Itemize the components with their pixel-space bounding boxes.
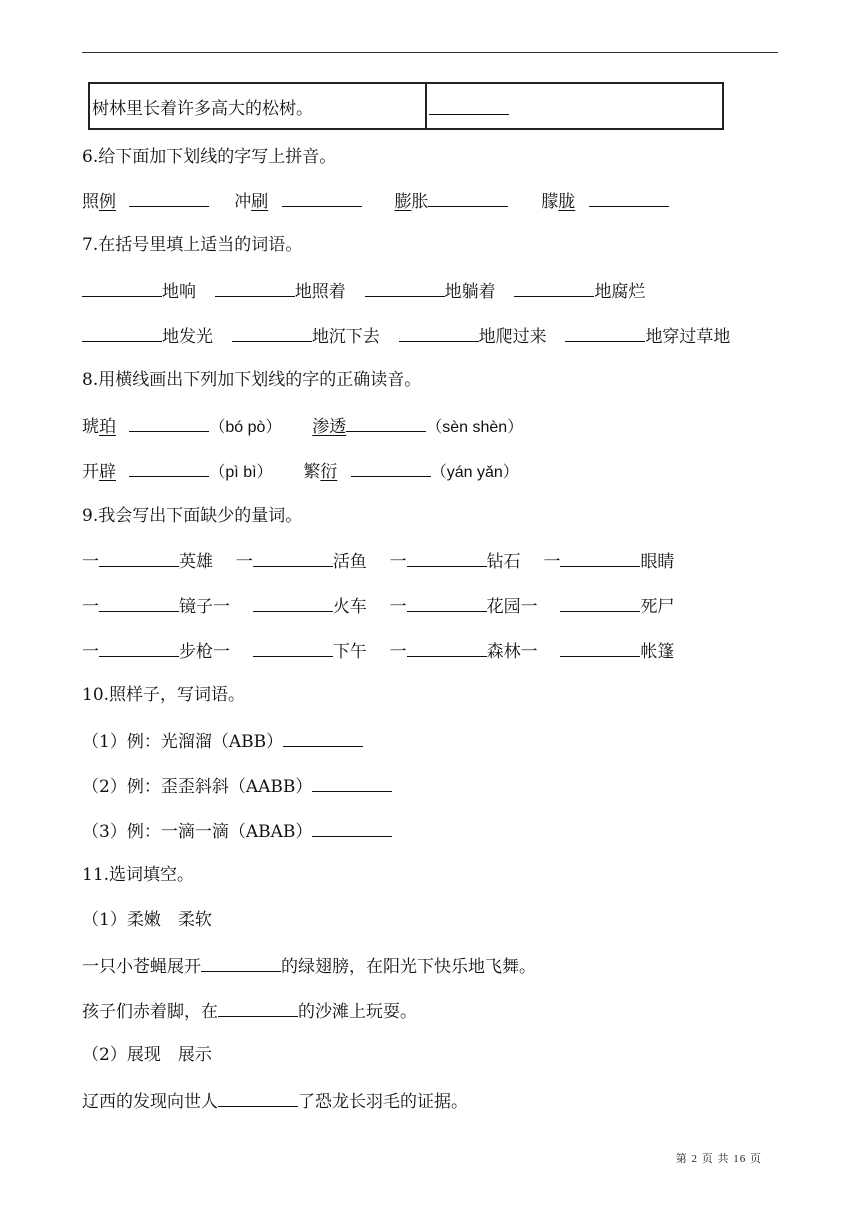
blank[interactable] [399, 324, 479, 342]
blank[interactable] [282, 189, 362, 207]
q9-word: 森林一 [486, 642, 538, 662]
q8-options: （pì bì） [209, 464, 273, 481]
blank[interactable] [201, 954, 281, 972]
q11-sentence-2 [82, 999, 417, 1023]
table-sentence: 树林里长着许多高大的松树。 [92, 98, 313, 119]
q8-item-4: 繁衍 [303, 462, 338, 482]
q9-prefix: 一 [235, 552, 253, 572]
answer-table [88, 82, 724, 130]
q8-row-1 [82, 414, 523, 439]
sentence-text: 一只小苍蝇展开 [82, 957, 201, 977]
q6-title: 6.给下面加下划线的字写上拼音。 [82, 147, 337, 167]
q6-items [82, 189, 669, 213]
q8-item-3: 开辟 [82, 462, 116, 482]
sentence-text: 的沙滩上玩耍。 [298, 1002, 417, 1022]
blank[interactable] [407, 639, 487, 657]
answer-blank [429, 114, 509, 115]
blank[interactable] [407, 549, 487, 567]
q9-word: 花园一 [486, 597, 538, 617]
q8-options: （bó pò） [209, 419, 282, 436]
blank[interactable] [312, 774, 392, 792]
q9-word: 火车 [332, 597, 367, 617]
q6-item-3: 膨胀 [394, 192, 429, 212]
q9-prefix: 一 [82, 552, 99, 572]
blank[interactable] [565, 324, 645, 342]
blank[interactable] [99, 594, 179, 612]
q9-word: 活鱼 [332, 552, 367, 572]
q7-word: 地腐烂 [594, 282, 646, 302]
q10-example: （1）例：光溜溜（ABB） [82, 732, 284, 752]
blank[interactable] [215, 279, 295, 297]
q9-prefix: 一 [389, 642, 407, 662]
q9-word: 眼睛 [640, 552, 675, 572]
q9-prefix: 一 [389, 597, 407, 617]
blank[interactable] [232, 324, 312, 342]
q11-group-1: （1）柔嫩 柔软 [82, 910, 212, 930]
blank[interactable] [365, 279, 445, 297]
blank[interactable] [351, 459, 431, 477]
q7-row-1 [82, 279, 645, 303]
blank[interactable] [82, 279, 162, 297]
q11-sentence-3 [82, 1089, 468, 1113]
blank[interactable] [346, 414, 426, 432]
q9-prefix: 一 [82, 597, 99, 617]
q9-word: 步枪一 [179, 642, 230, 662]
blank[interactable] [218, 999, 298, 1017]
q9-prefix: 一 [543, 552, 561, 572]
q9-word: 下午 [332, 642, 367, 662]
q9-word: 死尸 [640, 597, 675, 617]
q10-item-1 [82, 729, 363, 753]
q6-item-1: 照例 [82, 192, 116, 212]
q6-item-4: 朦胧 [541, 192, 576, 212]
q11-sentence-1 [82, 954, 536, 978]
blank[interactable] [560, 639, 640, 657]
sentence-text: 了恐龙长羽毛的证据。 [298, 1092, 468, 1112]
blank[interactable] [253, 594, 333, 612]
q9-row-2 [82, 594, 674, 618]
q8-item-1: 琥珀 [82, 417, 116, 437]
blank[interactable] [253, 639, 333, 657]
blank[interactable] [407, 594, 487, 612]
q7-row-2 [82, 324, 730, 348]
q9-row-3 [82, 639, 674, 663]
blank[interactable] [253, 549, 333, 567]
blank[interactable] [312, 819, 392, 837]
q7-word: 地发光 [162, 327, 213, 347]
q9-word: 帐篷 [640, 642, 675, 662]
blank[interactable] [589, 189, 669, 207]
q9-title: 9.我会写出下面缺少的量词。 [82, 506, 303, 526]
q9-word: 钻石 [486, 552, 521, 572]
q10-example: （3）例：一滴一滴（ABAB） [82, 822, 313, 842]
q7-word: 地穿过草地 [645, 327, 731, 347]
q6-item-2: 冲刷 [234, 192, 269, 212]
q7-word: 地沉下去 [311, 327, 380, 347]
q9-word: 镜子一 [179, 597, 230, 617]
q7-word: 地躺着 [444, 282, 496, 302]
q10-title: 10.照样子，写词语。 [82, 685, 246, 705]
header-rule [82, 52, 778, 53]
blank[interactable] [129, 459, 209, 477]
q7-word: 地响 [162, 282, 196, 302]
blank[interactable] [283, 729, 363, 747]
q10-item-3 [82, 819, 392, 843]
blank[interactable] [560, 549, 640, 567]
q8-row-2 [82, 459, 519, 484]
q11-title: 11.选词填空。 [82, 865, 195, 885]
sentence-text: 辽西的发现向世人 [82, 1092, 218, 1112]
blank[interactable] [129, 414, 209, 432]
page-footer: 第 2 页 共 16 页 [675, 1153, 762, 1165]
blank[interactable] [428, 189, 508, 207]
q11-group-2: （2）展现 展示 [82, 1045, 212, 1065]
sentence-text: 孩子们赤着脚，在 [82, 1002, 218, 1022]
q9-prefix: 一 [82, 642, 99, 662]
q9-word: 英雄 [179, 552, 213, 572]
q7-word: 地爬过来 [478, 327, 547, 347]
blank[interactable] [82, 324, 162, 342]
blank[interactable] [129, 189, 209, 207]
q9-prefix: 一 [389, 552, 407, 572]
sentence-text: 的绿翅膀，在阳光下快乐地飞舞。 [281, 957, 536, 977]
table-sentence-cell [90, 84, 427, 128]
blank[interactable] [99, 639, 179, 657]
q8-options: （yán yǎn） [430, 464, 519, 481]
q7-word: 地照着 [294, 282, 346, 302]
blank[interactable] [514, 279, 594, 297]
table-answer-cell [427, 84, 722, 128]
q8-title: 8.用横线画出下列加下划线的字的正确读音。 [82, 370, 422, 390]
blank[interactable] [218, 1089, 298, 1107]
blank[interactable] [99, 549, 179, 567]
blank[interactable] [560, 594, 640, 612]
q10-item-2 [82, 774, 392, 798]
q8-item-2: 渗透 [312, 417, 347, 437]
q9-row-1 [82, 549, 674, 573]
q8-options: （sèn shèn） [426, 419, 524, 436]
q7-title: 7.在括号里填上适当的词语。 [82, 235, 303, 255]
q10-example: （2）例：歪歪斜斜（AABB） [82, 777, 313, 797]
